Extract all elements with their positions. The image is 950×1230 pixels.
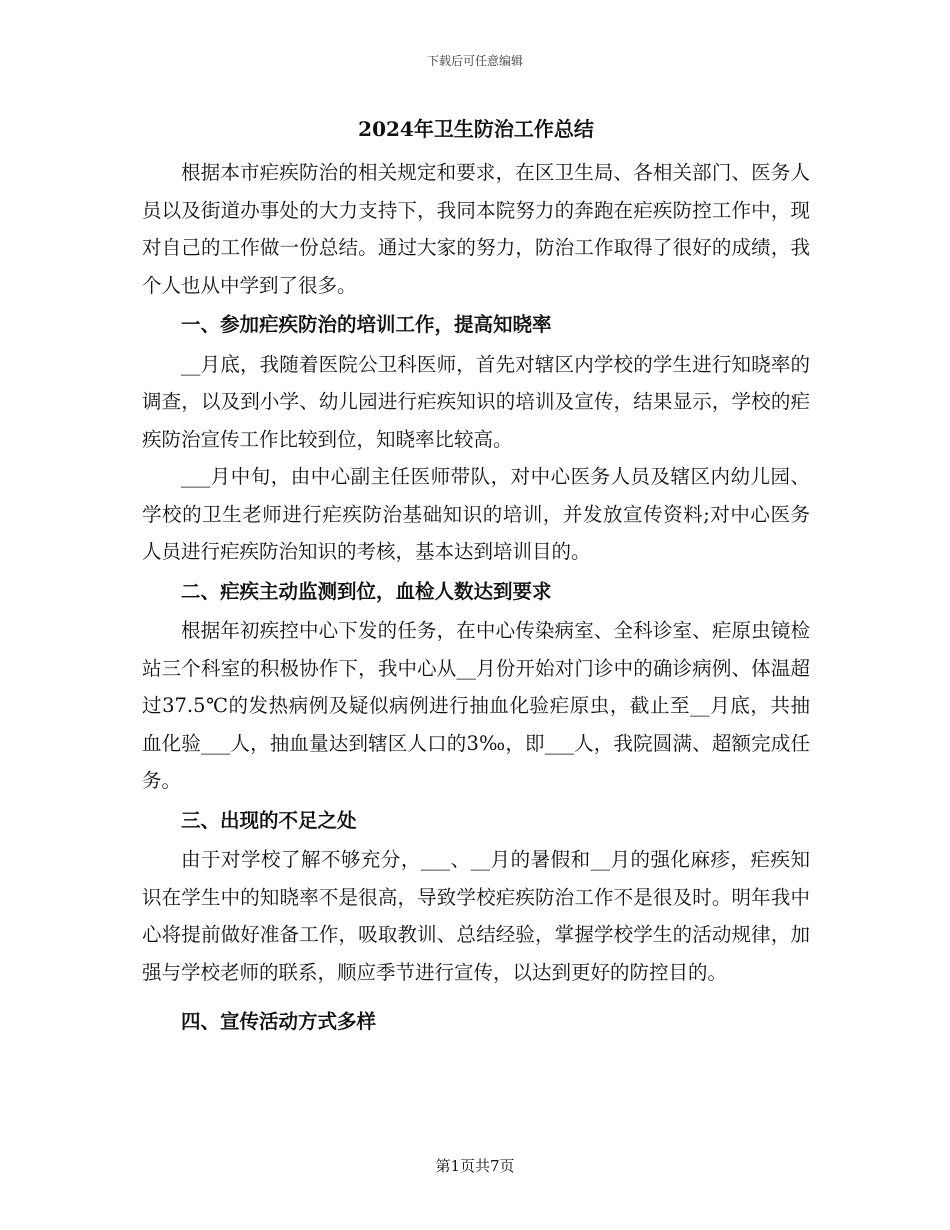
section-3-paragraph-1: 由于对学校了解不够充分，___、__月的暑假和__月的强化麻疹，疟疾知识在学生中的知晓率不是很高，导致学校疟疾防治工作不是很及时。明年我中心将提前做好准备工作，吸取教训、总结经验，掌握学校学生的活动规律，加强与学校老师的联系，顺应季节进行宣传，以达到更好的防控目的。 [142, 848, 810, 984]
document-title: 2024年卫生防治工作总结 [358, 117, 594, 141]
section-heading-4: 四、宣传活动方式多样 [181, 1010, 377, 1033]
section-1-paragraph-1: __月底，我随着医院公卫科医师，首先对辖区内学校的学生进行知晓率的调查，以及到小学、幼儿园进行疟疾知识的培训及宣传，结果显示，学校的疟疾防治宣传工作比较到位，知晓率比较高。 [142, 352, 810, 451]
page-header-note: 下载后可任意编辑 [426, 54, 523, 68]
section-2-paragraph-1: 根据年初疾控中心下发的任务，在中心传染病室、全科诊室、疟原虫镜检站三个科室的积极协作下，我中心从__月份开始对门诊中的确诊病例、体温超过37.5℃的发热病例及疑似病例进行抽血化验疟原虫，截止至__月底，共抽血化验___人，抽血量达到辖区人口的3‰，即___人，我院圆满、超额完成任务。 [142, 619, 810, 792]
section-heading-3: 三、出现的不足之处 [181, 808, 357, 832]
section-1-paragraph-2: ___月中旬，由中心副主任医师带队，对中心医务人员及辖区内幼儿园、学校的卫生老师进行疟疾防治基础知识的培训，并发放宣传资料;对中心医务人员进行疟疾防治知识的考核，基本达到培训目的。 [142, 465, 810, 563]
document-body [142, 112, 810, 1043]
page-number: 第1页共7页 [435, 1157, 515, 1175]
intro-paragraph: 根据本市疟疾防治的相关规定和要求，在区卫生局、各相关部门、医务人员以及街道办事处的大力支持下，我同本院努力的奔跑在疟疾防控工作中，现对自己的工作做一份总结。通过大家的努力，防治工作取得了很好的成绩，我个人也从中学到了很多。 [142, 161, 810, 297]
section-heading-1: 一、参加疟疾防治的培训工作，提高知晓率 [181, 313, 552, 336]
section-heading-2: 二、疟疾主动监测到位，血检人数达到要求 [181, 579, 552, 603]
